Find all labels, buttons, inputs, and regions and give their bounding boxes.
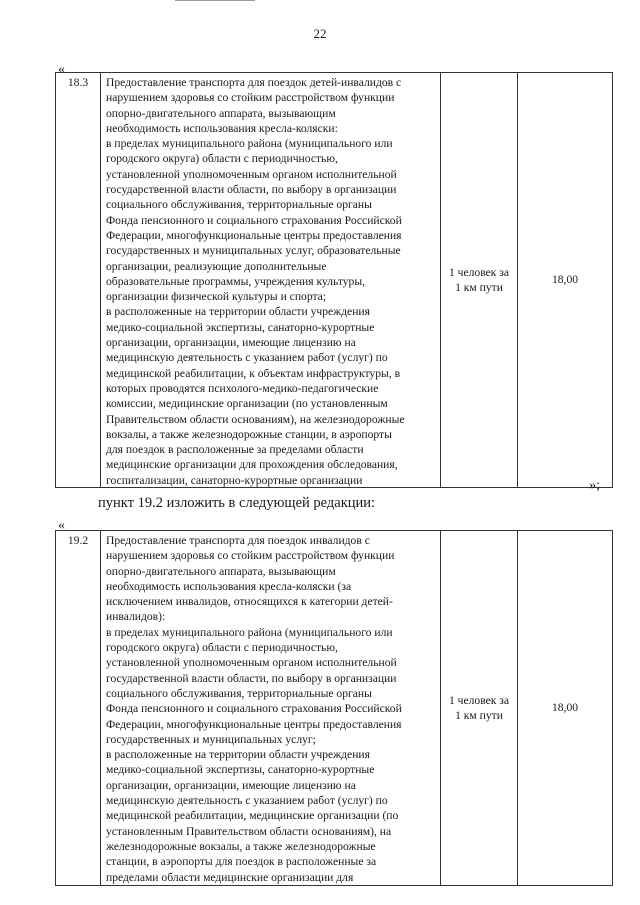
description-line: в расположенные на территории области учреждения [106, 748, 370, 762]
description-line: в пределах муниципального района (муниципального или [106, 137, 393, 151]
description-line: медицинские организации для прохождения обследования, [106, 458, 398, 472]
description-line: социального обслуживания, территориальные органы [106, 198, 372, 212]
description-line: медицинскую деятельность с указанием работ (услуг) по [106, 794, 388, 808]
row-number: 19.2 [56, 531, 101, 886]
description-line: организации, организации, имеющие лицензию на [106, 336, 356, 350]
table-row-19-2 [55, 530, 613, 886]
description-line: нарушением здоровья со стойким расстройством функции [106, 91, 395, 105]
description-line: комиссии, медицинские организации (по установленным [106, 397, 388, 411]
description-line: Фонда пенсионного и социального страхования Российской [106, 702, 402, 716]
description-line: установленной уполномоченным органом исполнительной [106, 656, 397, 670]
description-line: установленным Правительством области основаниям), на [106, 824, 392, 838]
description-line: опорно-двигательного аппарата, вызывающим [106, 564, 336, 578]
row-description [101, 73, 441, 488]
description-line: государственной власти области, по выбору в организации [106, 183, 397, 197]
description-line: медицинской реабилитации, медицинские организации (по [106, 809, 399, 823]
description-line: городского округа) области с периодичностью, [106, 152, 338, 166]
tariff-value: 18,00 [518, 531, 613, 886]
description-line: в расположенные на территории области учреждения [106, 305, 370, 319]
description-line: медико-социальной экспертизы, санаторно-курортные [106, 763, 375, 777]
page-number: 22 [313, 26, 327, 41]
description-line: Предоставление транспорта для поездок инвалидов с [106, 534, 370, 547]
open-quote-2: « [58, 518, 65, 533]
description-line: государственной власти области, по выбору в организации [106, 671, 397, 685]
description-line: городского округа) области с периодичностью, [106, 641, 338, 655]
description-line: Федерации, многофункциональные центры предоставления [106, 228, 402, 242]
description-line: установленной уполномоченным органом исполнительной [106, 167, 397, 181]
unit-of-measure [441, 531, 518, 886]
amendment-instruction: пункт 19.2 изложить в следующей редакции: [98, 495, 376, 511]
tariff-value: 18,00 [518, 73, 613, 488]
description-line: Предоставление транспорта для поездок детей-инвалидов с [106, 76, 402, 89]
description-line: нарушением здоровья со стойким расстройством функции [106, 549, 395, 563]
description-line: исключением инвалидов, относящихся к категории детей- [106, 595, 393, 609]
description-line: пределами области медицинские организации для [106, 870, 354, 884]
description-line: Фонда пенсионного и социального страхования Российской [106, 213, 402, 227]
description-line: образовательные программы, учреждения культуры, [106, 274, 366, 288]
description-line: социального обслуживания, территориальные органы [106, 686, 372, 700]
description-line: госпитализации, санаторно-курортные организации [106, 473, 363, 487]
unit-text: 1 человек за 1 км пути [448, 693, 510, 722]
table-row-18-3 [55, 72, 613, 488]
description-line: которых проводятся психолого-медико-педагогические [106, 381, 379, 395]
description-line: для поездок в расположенные за пределами области [106, 443, 364, 457]
description-line: организации физической культуры и спорта; [106, 290, 327, 304]
description-line: необходимость использования кресла-коляски: [106, 121, 338, 135]
description-line: инвалидов): [106, 610, 166, 624]
description-line: медицинской реабилитации, к объектам инфраструктуры, в [106, 366, 401, 380]
description-line: Федерации, многофункциональные центры предоставления [106, 717, 402, 731]
unit-text: 1 человек за 1 км пути [448, 265, 510, 294]
description-line: в пределах муниципального района (муниципального или [106, 625, 393, 639]
description-line: вокзалы, а также железнодорожные станции, в аэропорты [106, 427, 392, 441]
row-number: 18.3 [56, 73, 101, 488]
close-quote: »; [589, 478, 600, 493]
description-line: опорно-двигательного аппарата, вызывающим [106, 106, 336, 120]
description-line: государственных и муниципальных услуг, образовательные [106, 244, 401, 258]
description-line: необходимость использования кресла-коляски (за [106, 579, 352, 593]
open-quote-1: « [58, 62, 65, 77]
description-line: железнодорожные вокзалы, а также железнодорожные [106, 839, 376, 853]
description-line: Правительством области основаниям), на железнодорожные [106, 412, 405, 426]
description-line: медицинскую деятельность с указанием работ (услуг) по [106, 351, 388, 365]
row-description [101, 531, 441, 886]
unit-of-measure [441, 73, 518, 488]
description-line: медико-социальной экспертизы, санаторно-курортные [106, 320, 375, 334]
description-line: станции, в аэропорты для поездок в расположенные за [106, 855, 377, 869]
description-line: государственных и муниципальных услуг; [106, 732, 316, 746]
top-rule [175, 0, 255, 1]
description-line: организации, организации, имеющие лицензию на [106, 778, 356, 792]
description-line: организации, реализующие дополнительные [106, 259, 327, 273]
